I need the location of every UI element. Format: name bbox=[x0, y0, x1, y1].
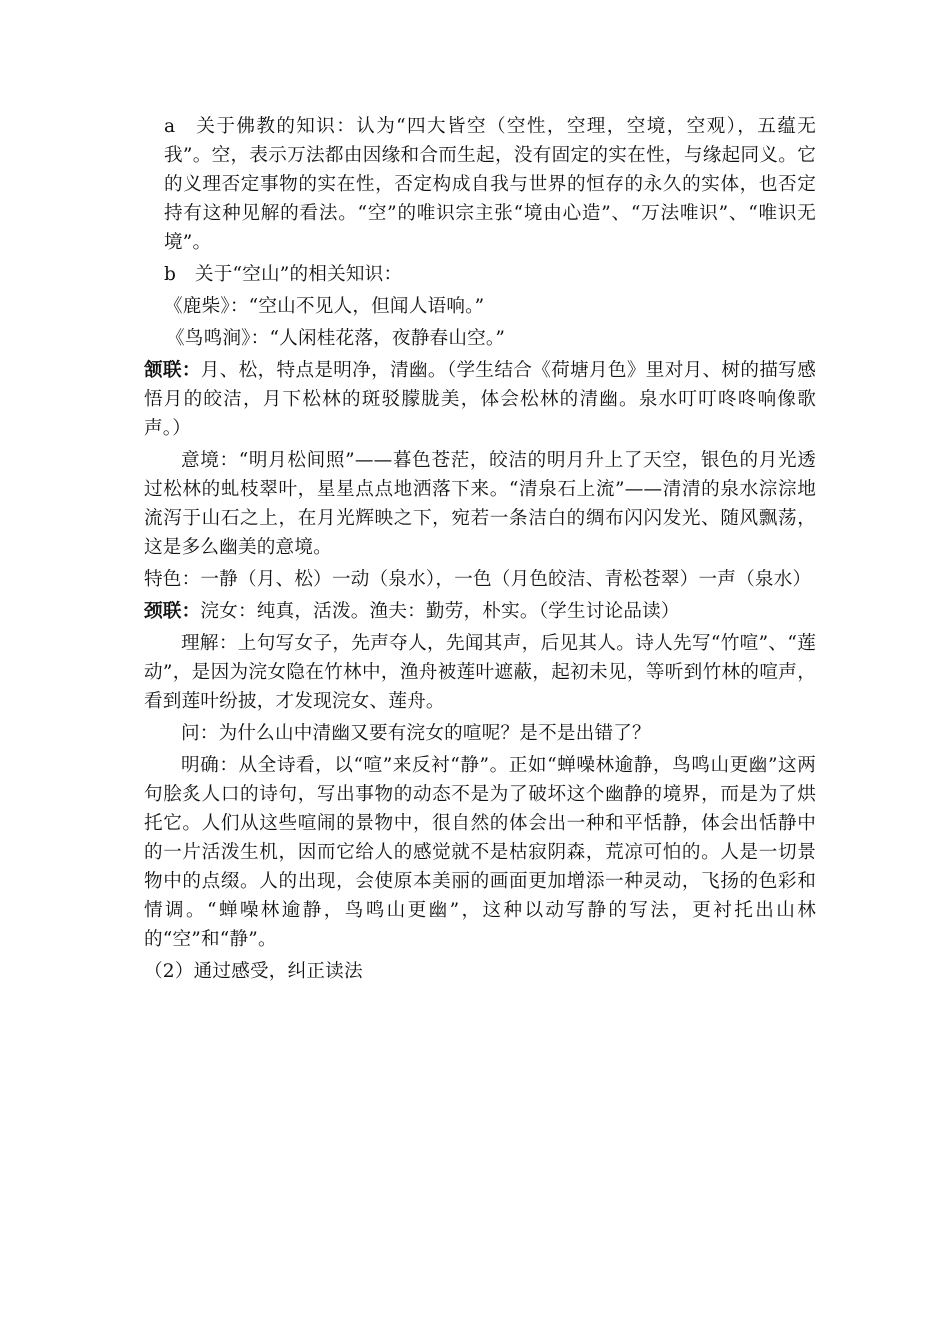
jinglian-paragraph bbox=[144, 597, 816, 626]
hanlian-text: 月、松，特点是明净，清幽。（学生结合《荷塘月色》里对月、树的描写感悟月的皎洁，月下松林的斑驳朦胧美，体会松林的清幽。泉水叮叮咚咚响像歌声。） bbox=[144, 360, 816, 439]
jinglian-text: 浣女：纯真，活泼。渔夫：勤劳，朴实。（学生讨论品读） bbox=[200, 601, 680, 622]
question-paragraph: 问：为什么山中清幽又要有浣女的喧呢？是不是出错了？ bbox=[181, 723, 651, 744]
section-2-heading: （2）通过感受，纠正读法 bbox=[144, 961, 363, 982]
tese-paragraph: 特色：一静（月、松）一动（泉水），一色（月色皎洁、青松苍翠）一声（泉水） bbox=[144, 569, 812, 590]
document-page bbox=[144, 112, 816, 986]
luzhai-quote: 《鹿柴》：“空山不见人，但闻人语响。” bbox=[164, 296, 485, 317]
hanlian-label: 颔联： bbox=[144, 360, 201, 381]
jinglian-label: 颈联： bbox=[144, 601, 201, 622]
buddhism-knowledge-paragraph: a 关于佛教的知识：认为“四大皆空（空性，空理，空境，空观），五蕴无我”。空，表示万法都由因缘和合而生起，没有固定的实在性，与缘起同义。它的义理否定事物的实在性，否定构成自我与世界的恒存的永久的实体，也否定持有这种见解的看法。“空”的唯识宗主张“境由心造”、“万法唯识”、“唯识无境”。 bbox=[164, 116, 816, 253]
lijie-paragraph: 理解：上句写女子，先声夺人，先闻其声，后见其人。诗人先写“竹喧”、“莲动”，是因为浣女隐在竹林中，渔舟被莲叶遮蔽，起初未见，等听到竹林的喧声，看到莲叶纷披，才发现浣女、莲舟。 bbox=[144, 633, 816, 712]
hanlian-paragraph bbox=[144, 356, 816, 443]
yijing-paragraph: 意境：“明月松间照”——暮色苍茫，皎洁的明月升上了天空，银色的月光透过松林的虬枝翠叶，星星点点地洒落下来。“清泉石上流”——清清的泉水淙淙地流泻于山石之上，在月光辉映之下，宛若一条洁白的绸布闪闪发光、随风飘荡，这是多么幽美的意境。 bbox=[144, 450, 816, 558]
mingque-paragraph: 明确：从全诗看，以“喧”来反衬“静”。正如“蝉噪林逾静，鸟鸣山更幽”这两句脍炙人口的诗句，写出事物的动态不是为了破坏这个幽静的境界，而是为了烘托它。人们从这些喧闹的景物中，很自然的体会出一种和平恬静，体会出恬静中的一片活泼生机，因而它给人的感觉就不是枯寂阴森，荒凉可怕的。人是一切景物中的点缀。人的出现，会使原本美丽的画面更加增添一种灵动，飞扬的色彩和情调。“蝉噪林逾静，鸟鸣山更幽”，这种以动写静的写法，更衬托出山林的“空”和“静”。 bbox=[144, 755, 816, 950]
empty-mountain-heading: b 关于“空山”的相关知识： bbox=[164, 264, 403, 285]
niaomingjian-quote: 《鸟鸣涧》：“人闲桂花落，夜静春山空。” bbox=[166, 328, 506, 349]
